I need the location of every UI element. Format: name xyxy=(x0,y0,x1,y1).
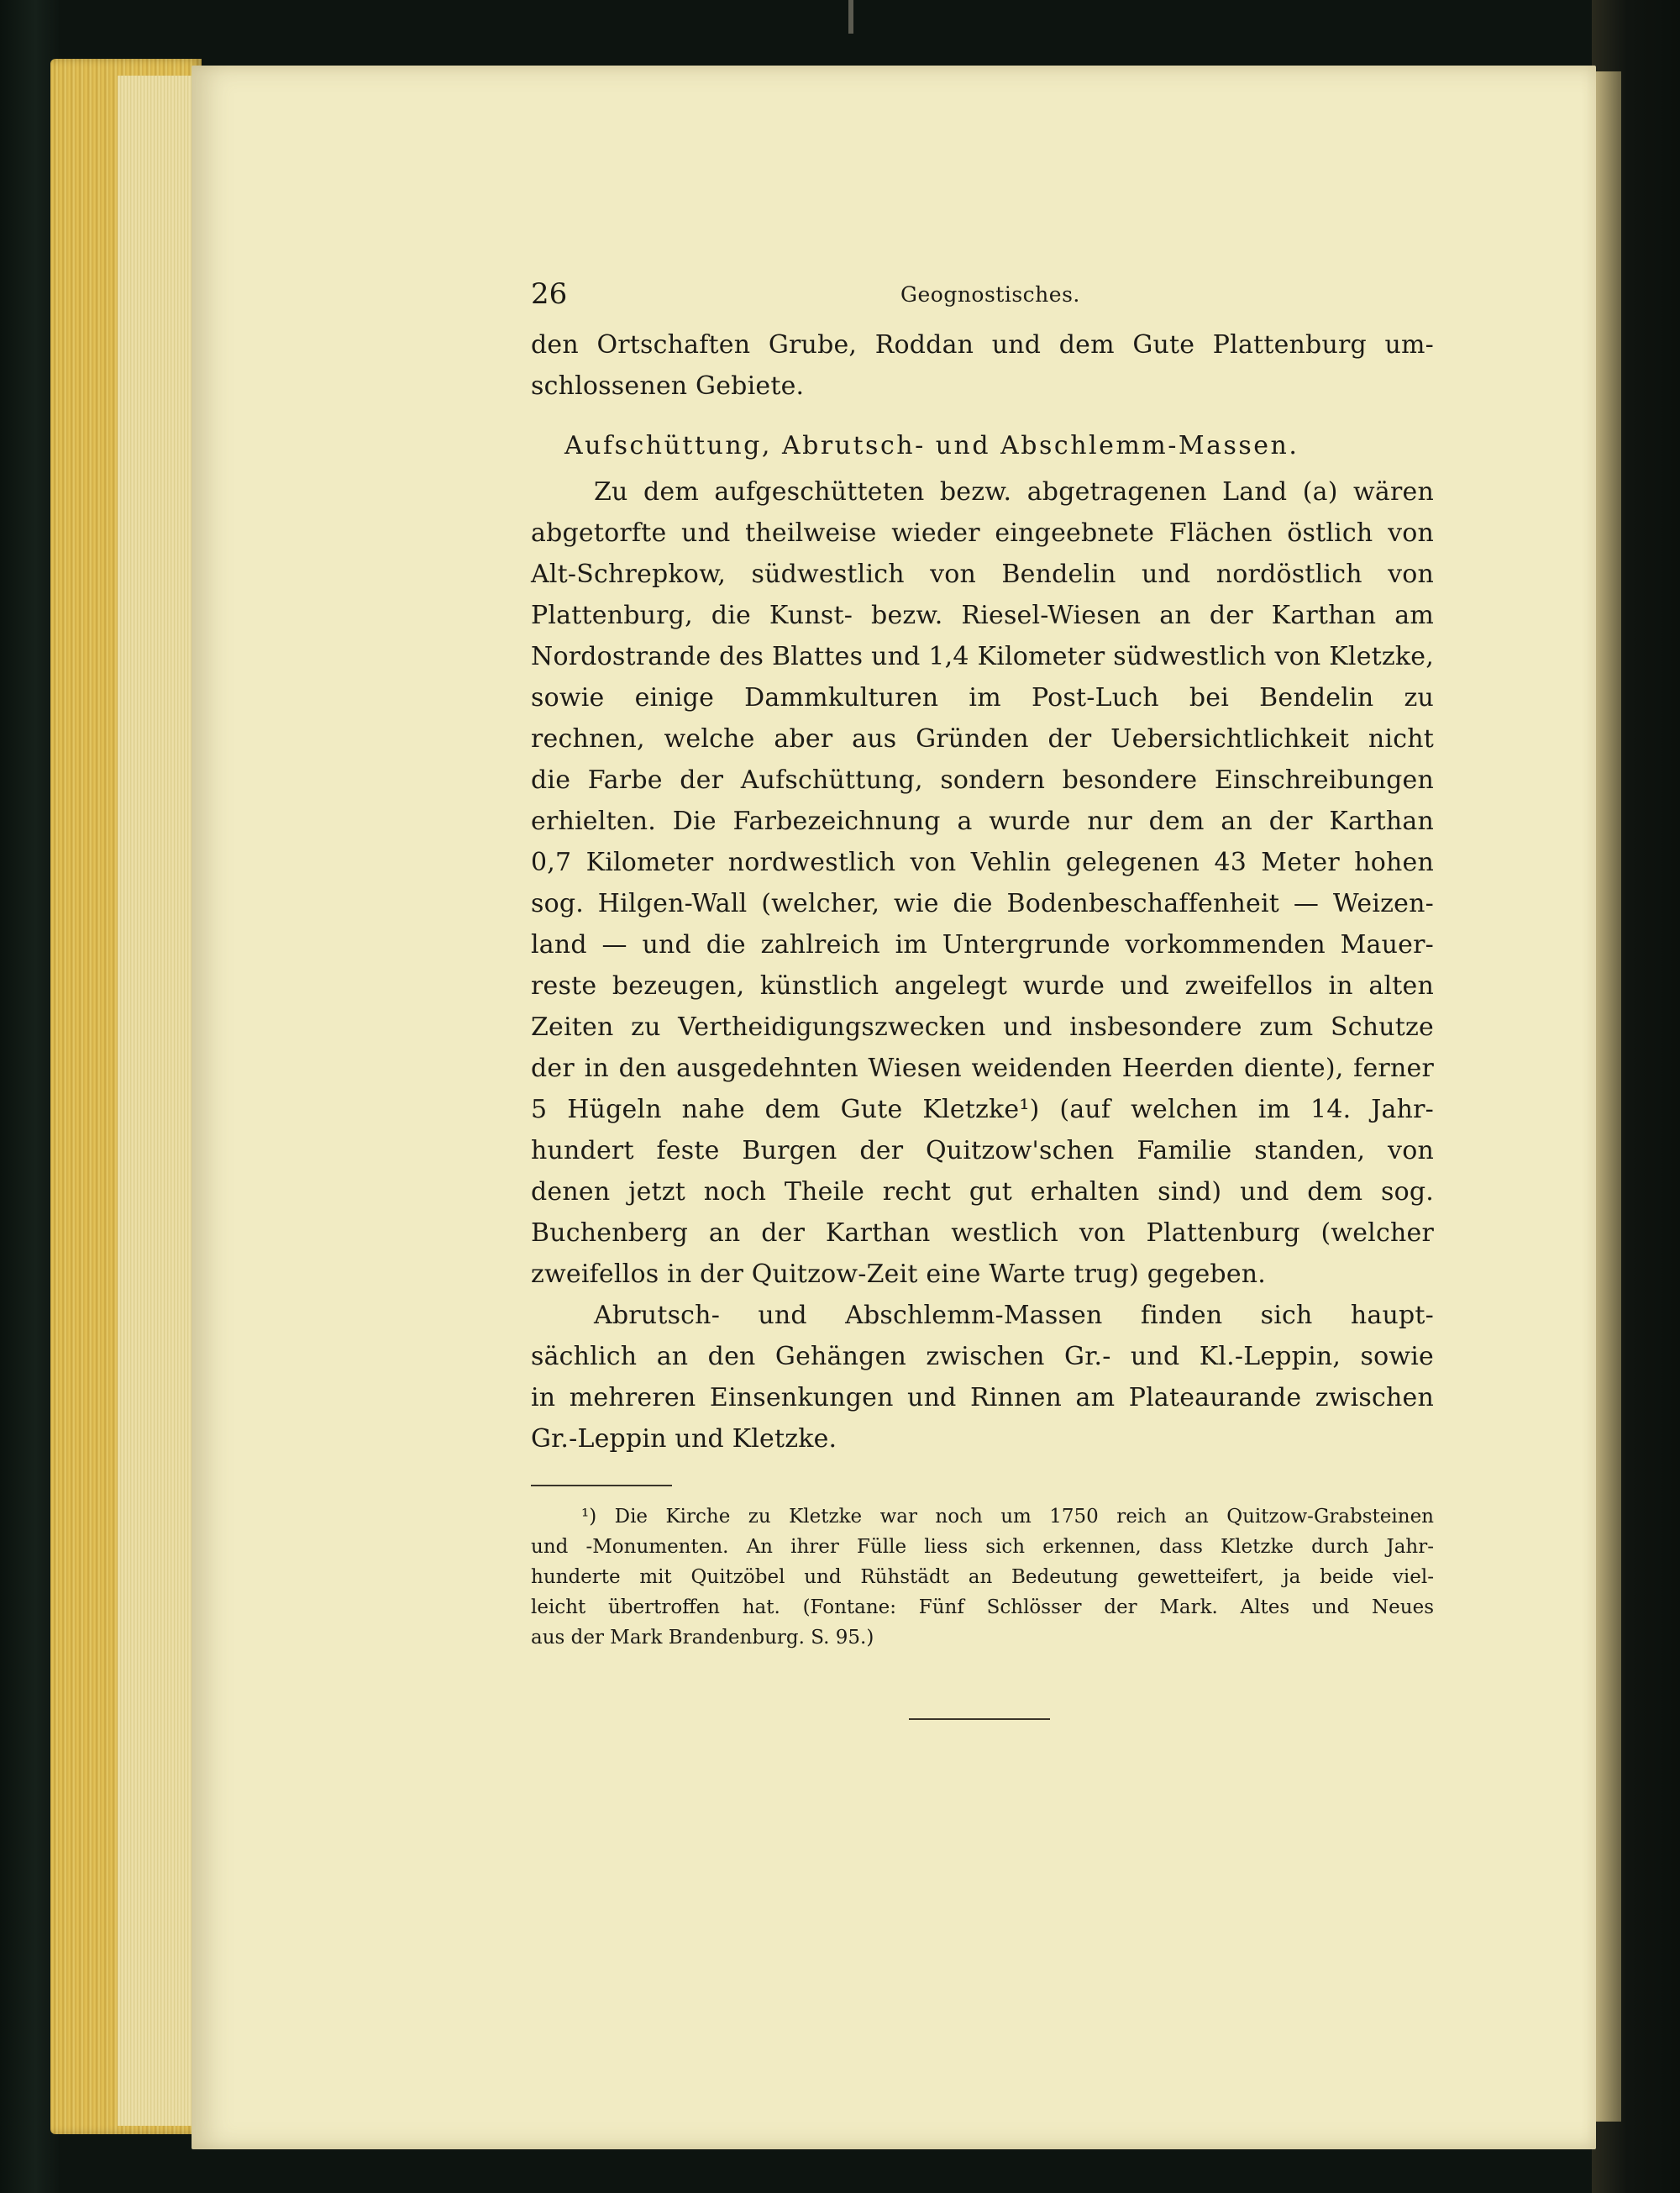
top-edge-mark xyxy=(848,0,853,34)
text-line: der in den ausgedehnten Wiesen weidenden Heerden diente), ferner xyxy=(531,1054,1434,1083)
text-line: Alt-Schrepkow, südwestlich von Bendelin und nordöstlich von xyxy=(531,560,1434,589)
text-line: 5 Hügeln nahe dem Gute Kletzke¹) (auf welchen im 14. Jahr- xyxy=(531,1095,1434,1124)
text-line: den Ortschaften Grube, Roddan und dem Gute Plattenburg um- xyxy=(531,330,1434,360)
footnote-line: hunderte mit Quitzöbel und Rühstädt an Bedeutung gewetteifert, ja beide viel- xyxy=(531,1566,1434,1588)
text-line: sächlich an den Gehängen zwischen Gr.- und Kl.-Leppin, sowie xyxy=(531,1342,1434,1371)
text-line: hundert feste Burgen der Quitzow'schen Familie standen, von xyxy=(531,1136,1434,1165)
page-header xyxy=(531,277,1434,319)
text-line: Plattenburg, die Kunst- bezw. Riesel-Wiesen an der Karthan am xyxy=(531,601,1434,630)
intro-text xyxy=(531,324,1434,407)
paragraph-abrutsch xyxy=(531,1295,1434,1459)
end-rule xyxy=(909,1718,1050,1720)
text-line: schlossenen Gebiete. xyxy=(531,371,805,401)
page-text xyxy=(531,277,1434,1720)
running-head: Geognostisches. xyxy=(900,282,1080,307)
footnote-line: und -Monumenten. An ihrer Fülle liess sich erkennen, dass Kletzke durch Jahr- xyxy=(531,1536,1434,1558)
footnote-line: aus der Mark Brandenburg. S. 95.) xyxy=(531,1627,874,1649)
paragraph-aufschuettung xyxy=(531,471,1434,1295)
text-line: reste bezeugen, künstlich angelegt wurde und zweifellos in alten xyxy=(531,971,1434,1001)
text-line: in mehreren Einsenkungen und Rinnen am Plateaurande zwischen xyxy=(531,1383,1434,1412)
text-line: Zeiten zu Vertheidigungszwecken und insbesondere zum Schutze xyxy=(531,1012,1434,1042)
text-line: die Farbe der Aufschüttung, sondern besondere Einschreibungen xyxy=(531,765,1434,795)
footnote-line: leicht übertroffen hat. (Fontane: Fünf Schlösser der Mark. Altes und Neues xyxy=(531,1596,1434,1618)
text-line: abgetorfte und theilweise wieder eingeebnete Flächen östlich von xyxy=(531,518,1434,548)
text-line: denen jetzt noch Theile recht gut erhalten sind) und dem sog. xyxy=(531,1177,1434,1207)
text-line: Buchenberg an der Karthan westlich von Plattenburg (welcher xyxy=(531,1218,1434,1248)
footnote-line: ¹) Die Kirche zu Kletzke war noch um 1750 reich an Quitzow-Grabsteinen xyxy=(581,1506,1434,1528)
text-line: sowie einige Dammkulturen im Post-Luch bei Bendelin zu xyxy=(531,683,1434,713)
section-heading: Aufschüttung, Abrutsch- und Abschlemm-Massen. xyxy=(564,431,1299,460)
text-line: land — und die zahlreich im Untergrunde vorkommenden Mauer- xyxy=(531,930,1434,960)
text-line: Nordostrande des Blattes und 1,4 Kilometer südwestlich von Kletzke, xyxy=(531,642,1434,671)
text-line: zweifellos in der Quitzow-Zeit eine Warte trug) gegeben. xyxy=(531,1260,1267,1289)
text-line: erhielten. Die Farbezeichnung a wurde nur dem an der Karthan xyxy=(531,807,1434,836)
page-number: 26 xyxy=(531,277,568,311)
text-line: 0,7 Kilometer nordwestlich von Vehlin gelegenen 43 Meter hohen xyxy=(531,848,1434,877)
facing-page-edge xyxy=(1596,71,1621,2122)
text-line: Abrutsch- und Abschlemm-Massen finden sich haupt- xyxy=(594,1301,1434,1330)
text-line: sog. Hilgen-Wall (welcher, wie die Bodenbeschaffenheit — Weizen- xyxy=(531,889,1434,918)
text-line: rechnen, welche aber aus Gründen der Uebersichtlichkeit nicht xyxy=(531,724,1434,754)
text-line: Zu dem aufgeschütteten bezw. abgetragenen Land (a) wären xyxy=(594,477,1434,507)
footnote xyxy=(531,1501,1434,1653)
text-line: Gr.-Leppin und Kletzke. xyxy=(531,1424,837,1454)
footnote-rule xyxy=(531,1485,672,1486)
